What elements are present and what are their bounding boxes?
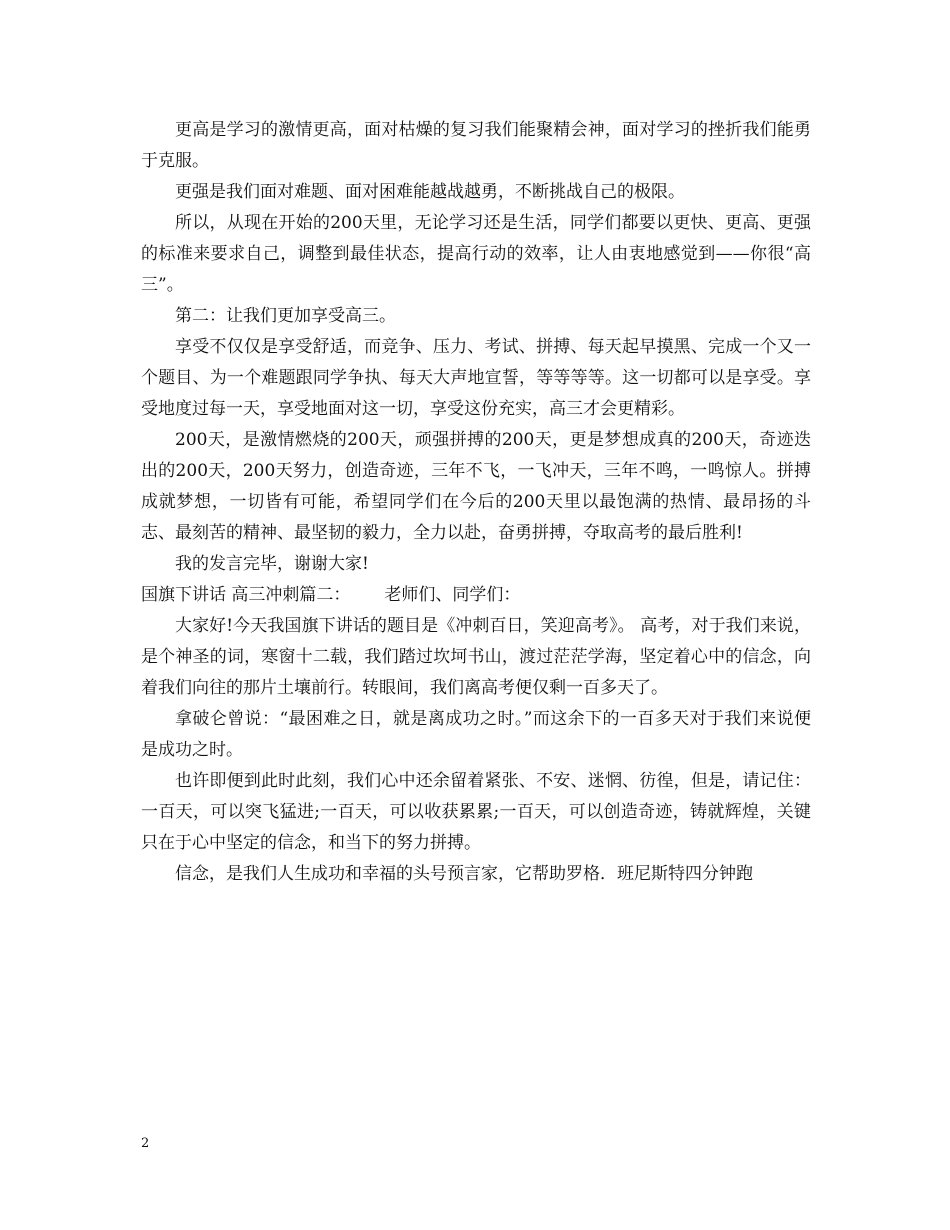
- paragraph-3: 所以，从现在开始的200天里，无论学习还是生活，同学们都要以更快、更高、更强的标准来要求自己，调整到最佳状态，提高行动的效率，让人由衷地感觉到——你很“高三”。: [141, 213, 811, 295]
- paragraph-7: 我的发言完毕，谢谢大家!: [175, 554, 369, 574]
- salutation: 老师们、同学们：: [384, 585, 521, 605]
- paragraph-9: 拿破仑曾说：“最困难之日，就是离成功之时。”而这余下的一百多天对于我们来说便是成功之时。: [141, 709, 811, 760]
- paragraph-6: 200天，是激情燃烧的200天，顽强拼搏的200天，更是梦想成真的200天，奇迹迭出的200天，200天努力，创造奇迹，三年不飞，一飞冲天，三年不鸣，一鸣惊人。拼搏成就梦想，一切皆有可能，希望同学们在今后的200天里以最饱满的热情、最昂扬的斗志、最刻苦的精神、最坚韧的毅力，全力以赴，奋勇拼搏，夺取高考的最后胜利!: [141, 430, 811, 543]
- page-number: 2: [141, 1136, 150, 1151]
- paragraph-5: 享受不仅仅是享受舒适，而竞争、压力、考试、拼搏、每天起早摸黑、完成一个又一个题目、为一个难题跟同学争执、每天大声地宣誓，等等等等。这一切都可以是享受。享受地度过每一天，享受地面对这一切，享受这份充实，高三才会更精彩。: [141, 337, 811, 419]
- section-heading-line: [141, 580, 811, 611]
- paragraph-1: 更高是学习的激情更高，面对枯燥的复习我们能聚精会神，面对学习的挫折我们能勇于克服。: [141, 120, 811, 171]
- paragraph-11: 信念，是我们人生成功和幸福的头号预言家，它帮助罗格．班尼斯特四分钟跑: [175, 864, 753, 884]
- paragraph-10: 也许即便到此时此刻，我们心中还余留着紧张、不安、迷惘、彷徨，但是，请记住：一百天，可以突飞猛进;一百天，可以收获累累;一百天，可以创造奇迹，铸就辉煌，关键只在于心中坚定的信念，和当下的努力拼搏。: [141, 771, 811, 853]
- section-title: 国旗下讲话 高三冲刺篇二：: [141, 585, 351, 605]
- paragraph-2: 更强是我们面对难题、面对困难能越战越勇，不断挑战自己的极限。: [175, 182, 685, 202]
- paragraph-8: 大家好!今天我国旗下讲话的题目是《冲刺百日，笑迎高考》。 高考，对于我们来说，是个神圣的词，寒窗十二载，我们踏过坎坷书山，渡过茫茫学海，坚定着心中的信念，向着我们向往的那片土壤前行。转眼间，我们离高考便仅剩一百多天了。: [141, 616, 811, 698]
- document-body: [141, 115, 811, 890]
- paragraph-4-subheading: 第二：让我们更加享受高三。: [175, 306, 396, 326]
